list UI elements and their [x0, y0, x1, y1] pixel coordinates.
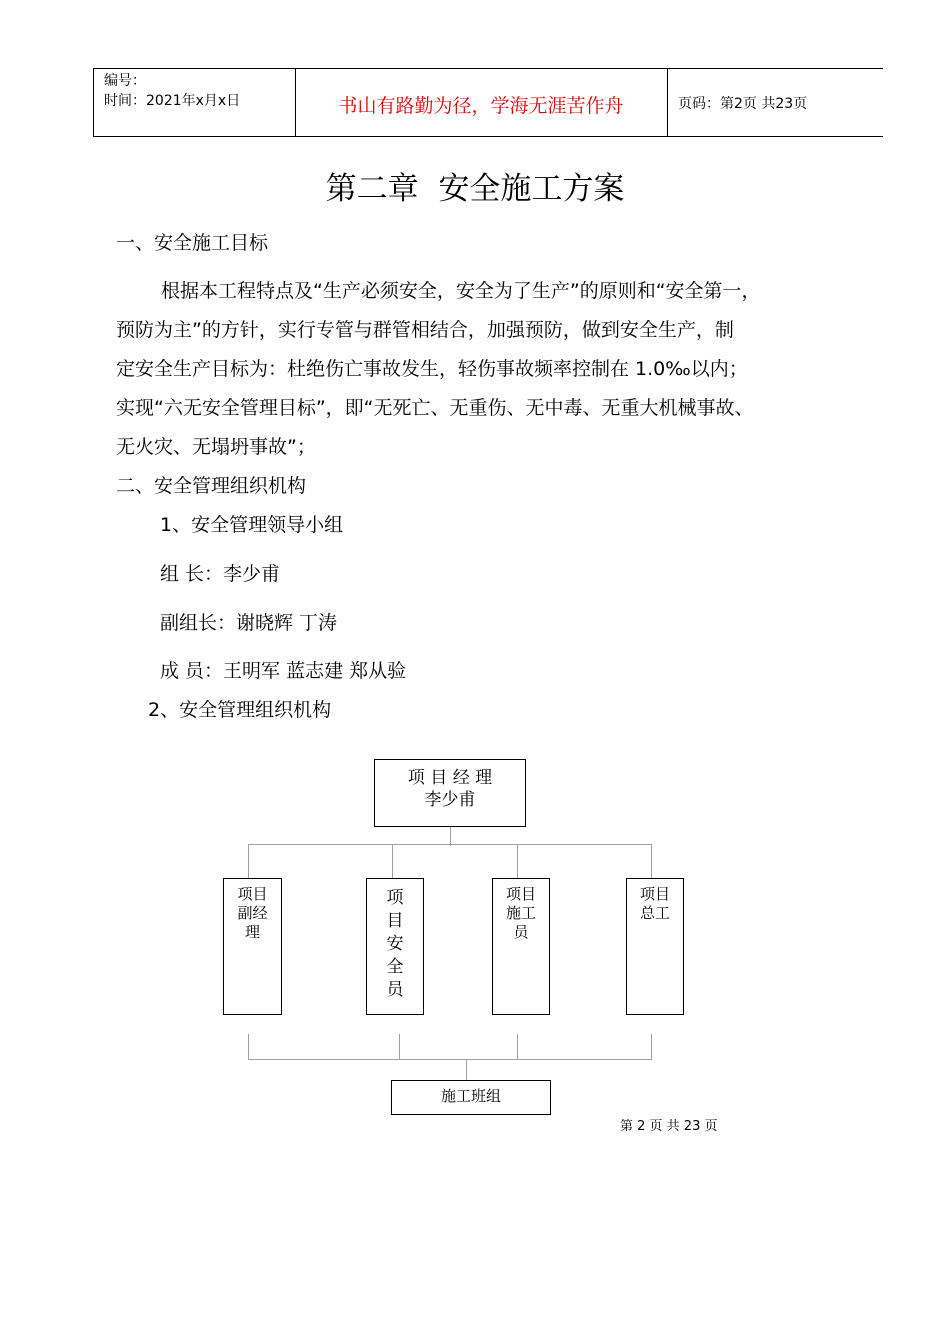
connector [517, 1034, 518, 1059]
paragraph-line: 实现“六无安全管理目标”，即“无死亡、无重伤、无中毒、无重大机械事故、 [116, 397, 754, 419]
header-motto-cell [295, 69, 668, 136]
subsection-1-heading: 1、安全管理领导小组 [160, 514, 344, 536]
connector [517, 844, 518, 878]
header-page-cell [668, 69, 883, 136]
project-manager-name: 李少甫 [424, 790, 476, 810]
page-number-label: 页码：第2页 共23页 [678, 96, 808, 112]
construction-officer-label: 项目施工员 [505, 885, 536, 941]
safety-officer-box [366, 878, 424, 1015]
members-line: 成 员：王明军 蓝志建 郑从验 [160, 660, 407, 682]
connector [248, 1034, 249, 1059]
connector [248, 844, 652, 845]
connector [248, 844, 249, 878]
leader-line: 组 长：李少甫 [160, 563, 281, 585]
construction-team-label: 施工班组 [440, 1087, 501, 1105]
connector [466, 1059, 467, 1080]
vice-leader-line: 副组长：谢晓辉 丁涛 [160, 612, 338, 634]
chief-engineer-box [626, 878, 684, 1015]
connector [450, 826, 451, 846]
chapter-title: 第二章 安全施工方案 [325, 171, 625, 207]
subsection-2-heading: 2、安全管理组织机构 [148, 699, 332, 721]
project-manager-role: 项 目 经 理 [407, 768, 493, 788]
paragraph-line: 根据本工程特点及“生产必须安全，安全为了生产”的原则和“安全第一， [161, 280, 761, 302]
construction-team-box [391, 1080, 551, 1115]
project-manager-box [374, 759, 526, 827]
deputy-manager-label: 项目副经理 [237, 885, 268, 941]
paragraph-line: 无火灾、无塌坍事故”； [116, 436, 316, 458]
connector [651, 844, 652, 878]
connector [248, 1059, 652, 1060]
paragraph-line: 定安全生产目标为：杜绝伤亡事故发生，轻伤事故频率控制在 1.0‰以内； [116, 358, 748, 380]
time-label: 时间：2021年x月x日 [104, 93, 241, 109]
construction-officer-box [492, 878, 550, 1015]
safety-officer-label: 项目安全员 [386, 888, 404, 1000]
header-meta-cell [93, 69, 296, 136]
page-header [93, 68, 883, 137]
connector [399, 1034, 400, 1059]
section-2-heading: 二、安全管理组织机构 [116, 475, 307, 497]
paragraph-line: 预防为主”的方针，实行专管与群管相结合，加强预防，做到安全生产，制 [116, 319, 734, 341]
chief-engineer-label: 项目总工 [639, 885, 670, 922]
connector [392, 844, 393, 878]
serial-label: 编号： [104, 73, 146, 89]
deputy-manager-box [223, 878, 282, 1015]
motto: 书山有路勤为径，学海无涯苦作舟 [338, 95, 624, 117]
section-1-heading: 一、安全施工目标 [116, 232, 269, 254]
connector [651, 1034, 652, 1059]
page-footer: 第 2 页 共 23 页 [620, 1119, 718, 1134]
